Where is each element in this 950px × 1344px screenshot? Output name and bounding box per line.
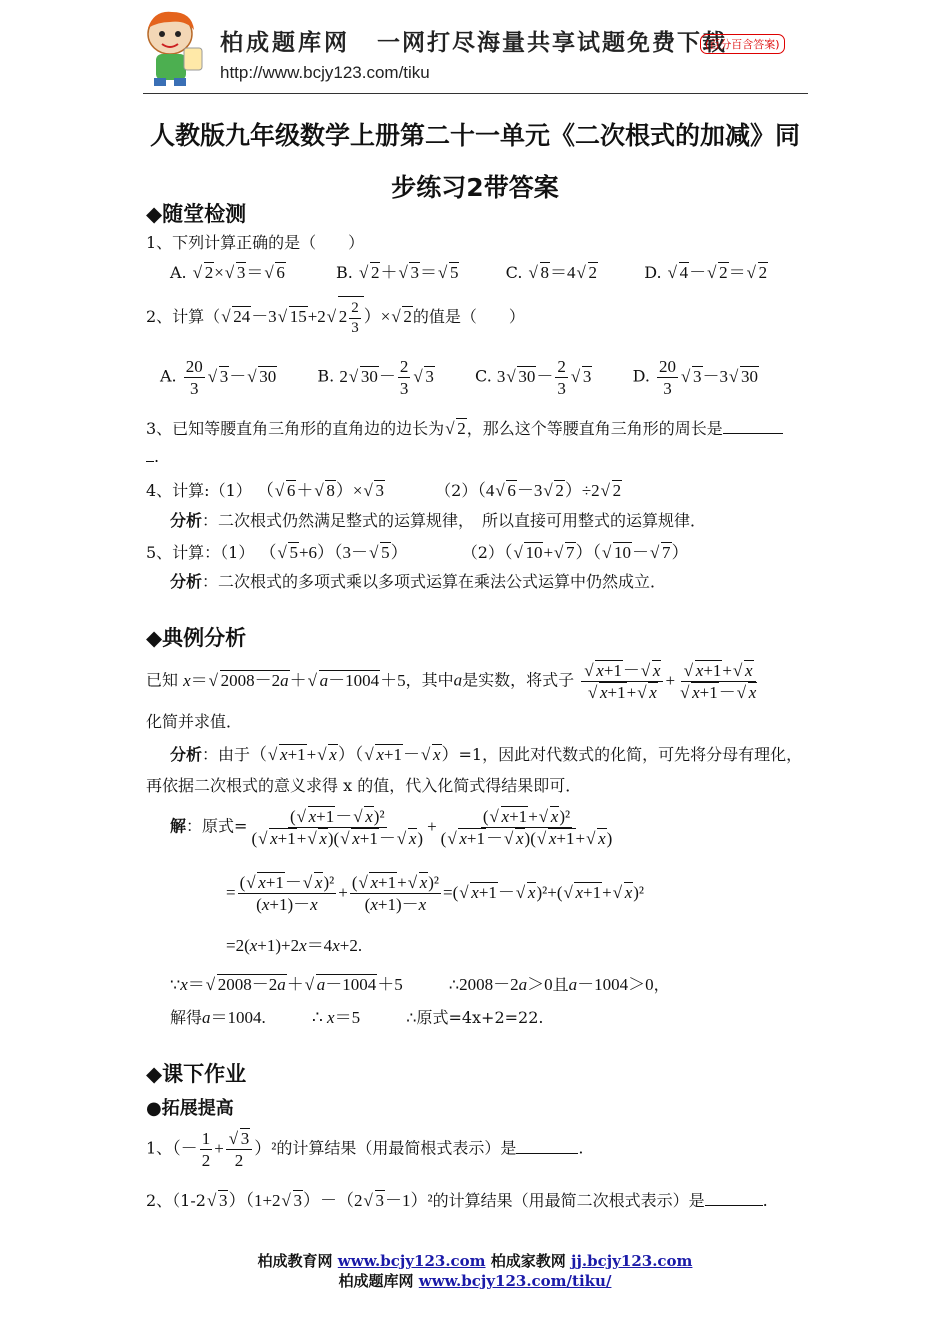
- option-c-label: C.: [505, 263, 523, 282]
- brand-url: http://www.bcjy123.com/tiku: [220, 63, 430, 82]
- footer-link-tutor[interactable]: jj.bcjy123.com: [571, 1252, 693, 1270]
- option-b-label: B.: [336, 263, 353, 282]
- question-1-options: A. √ 2×√ 3＝√ 6 B. √ 2＋√ 3＝√ 5 C. √ 8＝4√ 2 D. √ 4－√ 2＝√ 2: [170, 262, 768, 283]
- footer-line-1: 柏成教育网 www.bcjy123.com 柏成家教网 jj.bcjy123.com: [257, 1252, 693, 1270]
- section-heading-practice: ◆随堂检测: [146, 202, 247, 226]
- example-given: 已知 x＝√ 2008－2a＋√ a－1004＋5，其中a是实数，将式子 √ x+1－√ x √ x+1+√ x + √ x+1+√ x √ x+1－√ x: [146, 660, 761, 704]
- solution-line-4: ∵x＝√ 2008－2a＋√ a－1004＋5 ∴2008－2a＞0且a－1004＞0，: [170, 974, 670, 995]
- question-5-analysis: 分析：二次根式的多项式乘以多项式运算在乘法公式运算中仍然成立．: [170, 572, 667, 591]
- homework-2: 2、（1-2√ 3）（1+2√ 3）－（2√ 3－1）²的计算结果（用最简二次根式表示）是 .: [146, 1190, 768, 1211]
- section-heading-homework: ◆课下作业: [146, 1062, 247, 1086]
- page-title: 人教版九年级数学上册第二十一单元《二次根式的加减》同步练习2带答案: [149, 121, 800, 202]
- solution-line-1: 解：原式= $\frac{\text{(√ x+1－√ x)²}}{(√ x+1+√ x)(√ x+1-√ x)}$ + $\frac{\text{(√ x+1+√ x)²}}{(√ x+1-√ x)(√ x+1+√ x)}$: [170, 806, 616, 850]
- subsection-extension: ●拓展提高: [146, 1098, 234, 1119]
- question-1-stem: 1、下列计算正确的是（ ）: [146, 233, 365, 252]
- section-heading-example: ◆典例分析: [146, 626, 247, 650]
- brand-slogan: 一网打尽海量共享试题免费下载: [377, 30, 727, 56]
- solution-line-2: = $\frac{\text{(√ x+1－√ x)²}}{(x+1)-x}$ + $\frac{\text{(√ x+1+√ x)²}}{(x+1)-x}$ =(√ x+1－√ x)²+(√ x+1+√ x)²: [226, 872, 644, 916]
- question-3: 3、已知等腰直角三角形的直角边的边长为√ 2，那么这个等腰直角三角形的周长是: [146, 418, 783, 439]
- question-4: 4、计算:（1） （√ 6＋√ 8）×√ 3 （2）（4√ 6－3√ 2）÷2√ 2: [146, 480, 622, 501]
- mascot-logo-icon: [140, 8, 212, 88]
- footer-link-tiku[interactable]: www.bcjy123.com/tiku/: [418, 1272, 612, 1290]
- question-5: 5、计算：（1） （√ 5+6）（3－√ 5） （2）（√ 10+√ 7）（√ 10－√ 7）: [146, 542, 689, 563]
- homework-1: 1、（－ $\frac{1}{2}$ + √ $\frac{3}{2}$ ）²的计算结果（用最简根式表示）是 .: [146, 1128, 584, 1172]
- question-3-blank-cont: .: [146, 446, 159, 466]
- question-2-options: A. $\frac{20}{3}$ √ 3－√ 30 B. 2√ 30－ $\frac{2}{3}$ √ 3 C. 3√ 30－ $\frac{2}{3}$ √ 3 D. $\frac{20}{3}$ √ 3－3√ 30: [160, 356, 759, 400]
- site-header: [140, 8, 810, 94]
- answer-badge: (百分百含答案): [700, 34, 785, 54]
- example-analysis-cont: 再依据二次根式的意义求得 x 的值，代入化简式得结果即可．: [146, 776, 582, 795]
- option-a-label: A.: [170, 263, 187, 282]
- example-analysis: 分析：由于（√ x+1+√ x）（√ x+1－√ x）=1，因此对代数式的化简，可先将分母有理化，: [170, 744, 802, 765]
- question-4-analysis: 分析：二次根式仍然满足整式的运算规律， 所以直接可用整式的运算规律．: [170, 511, 707, 530]
- footer-link-edu[interactable]: www.bcjy123.com: [337, 1252, 486, 1270]
- brand-title: 柏成题库网: [220, 30, 350, 56]
- solution-line-5: 解得a＝1004. ∴ x＝5 ∴原式=4x+2=22.: [170, 1008, 544, 1027]
- question-2-stem: 2、计算（√ 24－3√ 15+2√ 2 $\frac{2}{3}$ ）×√ 2的值是（ ）: [146, 296, 525, 338]
- header-divider: [143, 93, 808, 94]
- option-d-label: D.: [644, 263, 662, 282]
- example-cont: 化简并求值．: [146, 712, 243, 731]
- solution-line-3: =2(x+1)+2x＝4x+2.: [226, 936, 363, 955]
- footer-line-2: 柏成题库网 www.bcjy123.com/tiku/: [338, 1272, 612, 1290]
